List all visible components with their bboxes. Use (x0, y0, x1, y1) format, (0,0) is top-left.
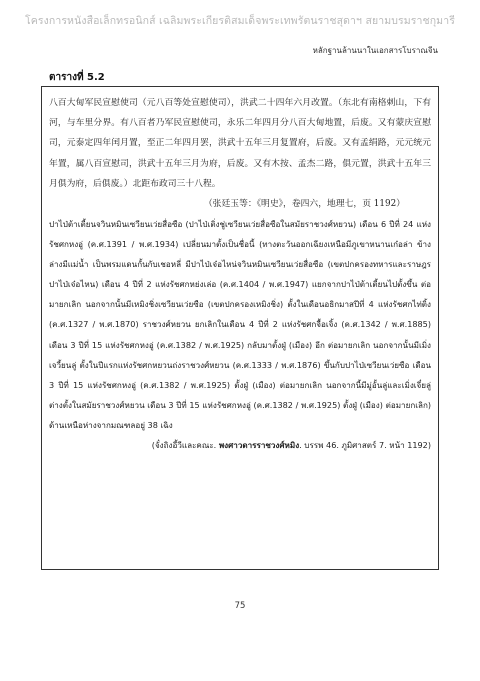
chinese-text: 八百大甸军民宣慰使司（元八百等处宣慰使司），洪武二十四年六月改置。（东北有南格剌山，下有河，与车里分界。有八百者乃军民宣慰使司，永乐二年四月分八百大甸地置，后废。又有蒙庆宣慰司，元泰定四年闰月置，至正二年四月罢，洪武十五年三月复置府，后废。又有孟绢路，元元统元年置，属八百宣慰司，洪武十五年三月为府，后废。又有木按、孟杰二路，俱元置，洪武十五年三月俱为府，后俱废。）北距布政司三十八程。 (49, 98, 431, 189)
thai-citation-prefix: (จั๋งถิงอี้วีและคณะ. (151, 440, 219, 451)
thai-citation (49, 435, 431, 455)
table-box (41, 86, 439, 570)
thai-citation-title: พงศาวดารราชวงศ์หมิง (218, 440, 300, 451)
header-banner: โครงการหนังสือเล็กทรอนิกส์ เฉลิมพระเกียรติสมเด็จพระเทพรัตนราชสุดาฯ สยามบรมราชกุมารี (25, 15, 455, 27)
page-number: 75 (234, 601, 246, 611)
chinese-citation: （张廷玉等：《明史》，卷四六，地理七，页 1192） (203, 199, 405, 210)
thai-citation-suffix: . บรรพ 46. ภูมิศาสตร์ 7. หน้า 1192) (299, 440, 431, 451)
table-label: ตารางที่ 5.2 (49, 72, 105, 83)
thai-translation: ปาไป่ต้าเตี้ยนจวินหมินเซวียนเว่ยสื่อซือ (ปาไป่เติ่งชู่เซวียนเว่ยสื่อซือในสมัยราชวงศ์หยวน) เดือน 6 ปีที่ 24 แห่งรัชศกหงอู่ (ค.ศ.1391 / พ.ศ.1934) เปลี่ยนมาตั้งเป็นชื่อนี้ (ทางตะวันออกเฉียงเหนือมีภูเขาหนานเก๋อล่า ข้างล่างมีแม่น้ำ เป็นพรมแดนกั้นกับเชอหลี่ มีปาไป่เจ๋อไหน่จวินหมินเซวียนเว่ยสื่อซือ (เขตปกครองทหารและราษฎรปาไป่เจ๋อไหน) เดือน 4 ปีที่ 2 แห่งรัชศกหย่งเล่อ (ค.ศ.1404 / พ.ศ.1947) แยกจากปาไป่ต้าเตี้ยนไปตั้งขึ้น ต่อมายกเลิก นอกจากนั้นมีเหมิงชิ่งเซวียนเว่ยซือ (เขตปกครองเหมิงชิ่ง) ตั้งในเดือนอธิกมาสปีที่ 4 แห่งรัชศกไท่ติ้ง (ค.ศ.1327 / พ.ศ.1870) ราชวงศ์หยวน ยกเลิกในเดือน 4 ปีที่ 2 แห่งรัชศกจื้อเจิ้ง (ค.ศ.1342 / พ.ศ.1885) เดือน 3 ปีที่ 15 แห่งรัชศกหงอู่ (ค.ศ.1382 / พ.ศ.1925) กลับมาตั้งฝู่ (เมือง) อีก ต่อมายกเลิก นอกจากนั้นมีเมิ่งเจวี้ยนลู่ ตั้งในปีแรกแห่งรัชศกหยวนถ่งราชวงศ์หยวน (ค.ศ.1333 / พ.ศ.1876) ขึ้นกับปาไป่เซวียนเว่ยซือ เดือน 3 ปีที่ 15 แห่งรัชศกหงอู่ (ค.ศ.1382 / พ.ศ.1925) ตั้งฝู่ (เมือง) ต่อมายกเลิก นอกจากนี้มีมู่อั้นลู่และเมิ่งเจี๋ยลู่ ต่างตั้งในสมัยราชวงศ์หยวน เดือน 3 ปีที่ 15 แห่งรัชศกหงอู่ (ค.ศ.1382 / พ.ศ.1925) ตั้งฝู่ (เมือง) ต่อมายกเลิก) ด้านเหนือห่างจากมณฑลอยู่ 38 เฉิง (49, 219, 431, 430)
running-head: หลักฐานล้านนาในเอกสารโบราณจีน (312, 46, 438, 55)
